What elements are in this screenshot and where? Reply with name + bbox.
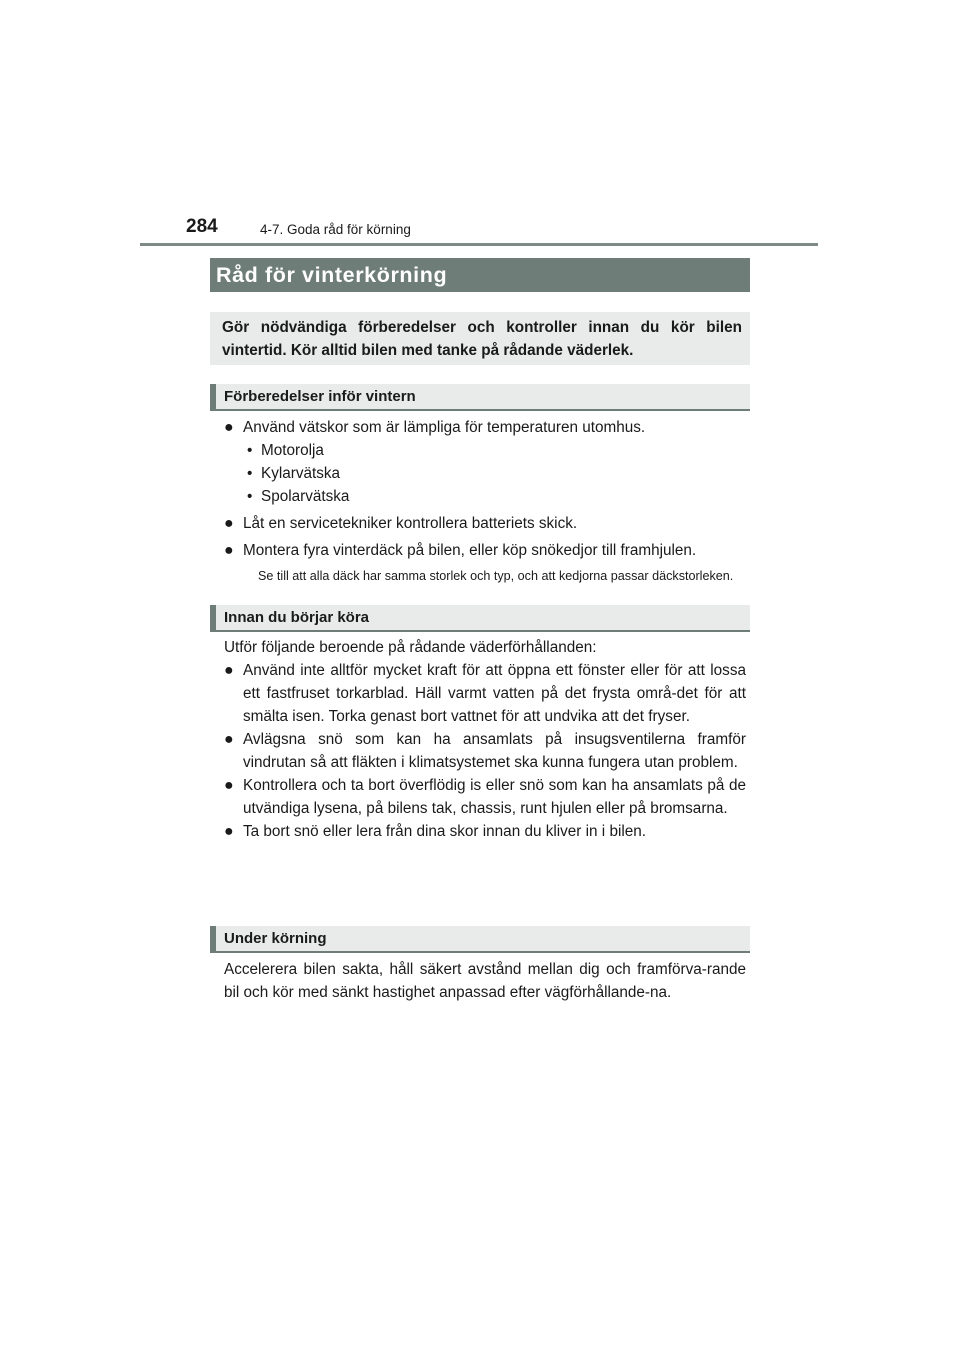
list-item bbox=[224, 774, 746, 820]
while-driving-block bbox=[224, 958, 746, 1004]
note-text: Se till att alla däck har samma storlek och typ, och att kedjorna passar däckstorleken. bbox=[258, 569, 734, 583]
bullet-icon: ● bbox=[224, 823, 234, 840]
lead-text: Utför följande beroende på rådande väderförhållanden: bbox=[224, 639, 597, 656]
list-item bbox=[224, 539, 746, 562]
list-item-text: Använd inte alltför mycket kraft för att öppna ett fönster eller för att lossa ett fastfruset torkarblad. Häll varmt vatten på det frysta områ-det för att smälta isen. Torka genast bort vattnet för att undvika att det fryser. bbox=[243, 662, 746, 725]
bullet-icon: ● bbox=[224, 662, 234, 679]
sub-list-item-text: Kylarvätska bbox=[261, 465, 341, 482]
heading-preparations: Förberedelser inför vintern bbox=[210, 384, 750, 411]
intro-box: Gör nödvändiga förberedelser och kontroller innan du kör bilen vintertid. Kör alltid bilen med tanke på rådande väderlek. bbox=[210, 312, 750, 365]
list-item-text: Ta bort snö eller lera från dina skor innan du kliver in i bilen. bbox=[243, 823, 647, 840]
list-item bbox=[224, 416, 746, 439]
page-title: Råd för vinterkörning bbox=[210, 258, 750, 292]
bullet-icon: ● bbox=[224, 542, 234, 559]
sub-bullet-icon: • bbox=[247, 488, 253, 505]
list-item bbox=[224, 512, 746, 535]
sub-list-item-text: Spolarvätska bbox=[261, 488, 350, 505]
list-item bbox=[224, 820, 746, 843]
bullet-icon: ● bbox=[224, 731, 234, 748]
sub-list-item-text: Motorolja bbox=[261, 442, 324, 459]
sub-list-item bbox=[224, 462, 746, 485]
list-item-text: Montera fyra vinterdäck på bilen, eller köp snökedjor till framhjulen. bbox=[243, 542, 697, 559]
sub-list-item bbox=[224, 485, 746, 508]
list-item-text: Använd vätskor som är lämpliga för temperaturen utomhus. bbox=[243, 419, 646, 436]
list-item-text: Kontrollera och ta bort överflödig is eller snö som kan ha ansamlats på de utvändiga lysena, på bilens tak, chassis, runt hjulen eller på bromsarna. bbox=[243, 777, 746, 817]
body-text: Accelerera bilen sakta, håll säkert avstånd mellan dig och framförva-rande bil och kör med sänkt hastighet anpassad efter vägförhållande-na. bbox=[224, 961, 746, 1001]
list-item-text: Avlägsna snö som kan ha ansamlats på insugsventilerna framför vindrutan så att fläkten i klimatsystemet ska kunna fungera utan problem. bbox=[243, 731, 746, 771]
sub-bullet-icon: • bbox=[247, 442, 253, 459]
list-item-text: Låt en servicetekniker kontrollera batteriets skick. bbox=[243, 515, 578, 532]
list-item bbox=[224, 659, 746, 728]
list-item bbox=[224, 728, 746, 774]
sub-bullet-icon: • bbox=[247, 465, 253, 482]
before-driving-block bbox=[224, 636, 746, 843]
preparations-block bbox=[224, 416, 746, 585]
section-path: 4-7. Goda råd för körning bbox=[260, 222, 411, 237]
bullet-icon: ● bbox=[224, 515, 234, 532]
sub-list-item bbox=[224, 439, 746, 462]
bullet-icon: ● bbox=[224, 777, 234, 794]
bullet-icon: ● bbox=[224, 419, 234, 436]
header-divider bbox=[140, 243, 818, 246]
heading-before-driving: Innan du börjar köra bbox=[210, 605, 750, 632]
heading-while-driving: Under körning bbox=[210, 926, 750, 953]
page-number: 284 bbox=[186, 216, 218, 237]
